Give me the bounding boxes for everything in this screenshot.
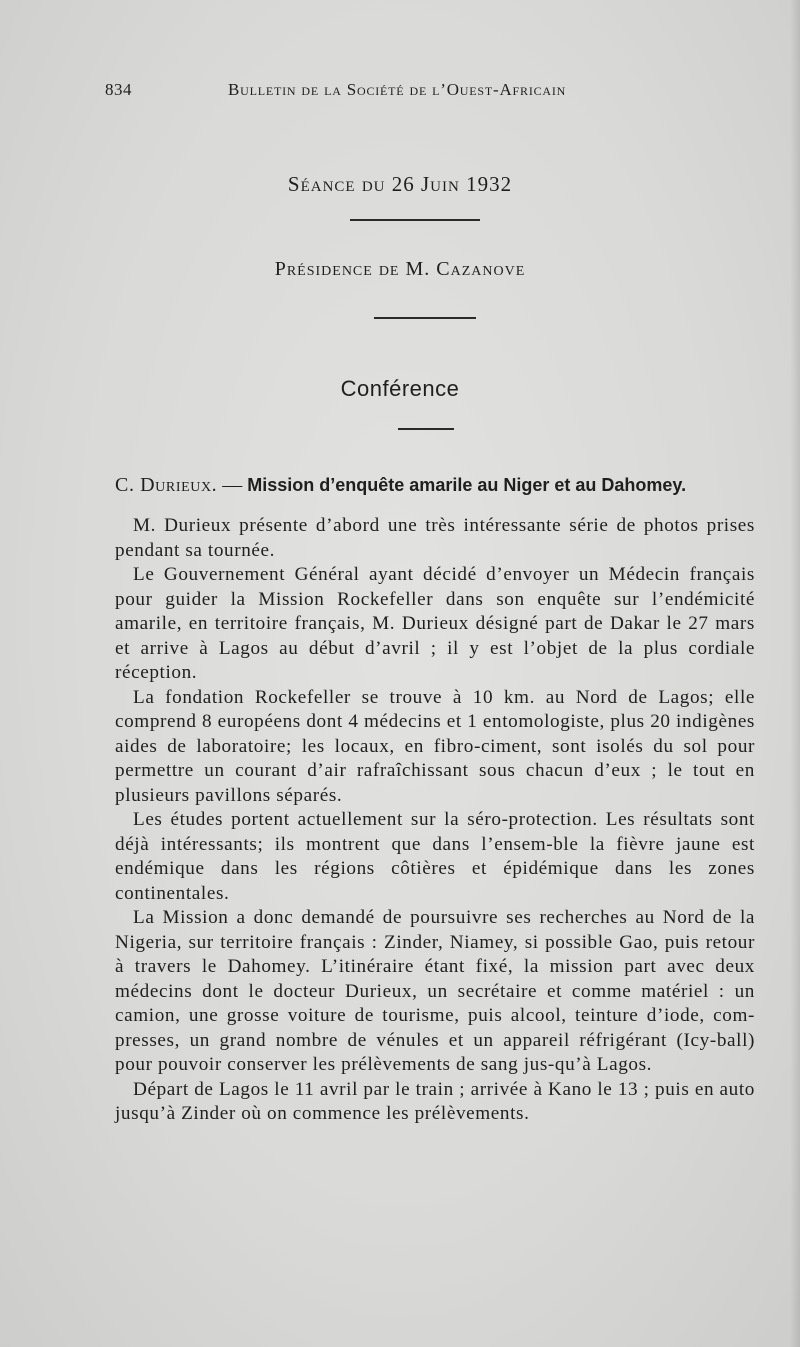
paragraph: Les études portent actuellement sur la séro-protection. Les résultats sont déjà intéressants; ils montrent que dans l’ensem-ble la fièvre jaune est endémique dans les régions côtières et épidémique dans les zones continentales. bbox=[115, 809, 755, 904]
divider-rule bbox=[374, 317, 476, 319]
page-edge-shadow bbox=[790, 0, 800, 1347]
page-number: 834 bbox=[105, 80, 132, 99]
presidency-line: Présidence de M. Cazanove bbox=[274, 258, 526, 280]
running-head bbox=[0, 80, 800, 110]
body-text bbox=[115, 514, 755, 1127]
paragraph: Départ de Lagos le 11 avril par le train ; arrivée à Kano le 13 ; puis en auto jusqu’à Zinder où on commence les prélèvements. bbox=[115, 1078, 755, 1124]
paragraph: La fondation Rockefeller se trouve à 10 km. au Nord de Lagos; elle comprend 8 européens dont 4 médecins et 1 entomologiste, plus 20 indigènes aides de laboratoire; les locaux, en fibro-ciment, sont isolés du sol pour permettre un courant d’air rafraîchissant sous chacun d’eux ; le tout en plusieurs pavillons séparés. bbox=[115, 686, 755, 806]
lecture-separator: — bbox=[217, 474, 248, 496]
paragraph: M. Durieux présente d’abord une très intéressante série de photos prises pendant sa tournée. bbox=[115, 515, 755, 561]
section-heading: Conférence bbox=[340, 376, 460, 401]
lecture-heading bbox=[115, 474, 765, 497]
paragraph: Le Gouvernement Général ayant décidé d’envoyer un Médecin français pour guider la Mission Rockefeller dans son enquête sur l’endémicité amarile, en territoire français, M. Durieux désigné part de Dakar le 27 mars et arrive à Lagos au début d’avril ; il y est l’objet de la plus cordiale réception. bbox=[115, 564, 755, 683]
lecture-author: C. Durieux. bbox=[115, 474, 218, 496]
divider-rule bbox=[350, 219, 480, 221]
journal-title: Bulletin de la Société de l’Ouest-Africain bbox=[228, 80, 567, 99]
paragraph: La Mission a donc demandé de poursuivre ses recherches au Nord de la Nigeria, sur territoire français : Zinder, Niamey, si possible Gao, puis retour à travers le Dahomey. L’itinéraire étant fixé, la mission part avec deux médecins dont le docteur Durieux, un secrétaire et comme matériel : un camion, une grosse voiture de tourisme, puis alcool, teinture d’iode, com-presses, un grand nombre de vénules et un appareil réfrigérant (Icy-ball) pour pouvoir conserver les prélèvements de sang jus-qu’à Lagos. bbox=[115, 907, 755, 1075]
divider-rule bbox=[398, 428, 454, 430]
session-title: Séance du 26 Juin 1932 bbox=[287, 172, 513, 196]
lecture-title: Mission d’enquête amarile au Niger et au Dahomey. bbox=[247, 475, 687, 495]
